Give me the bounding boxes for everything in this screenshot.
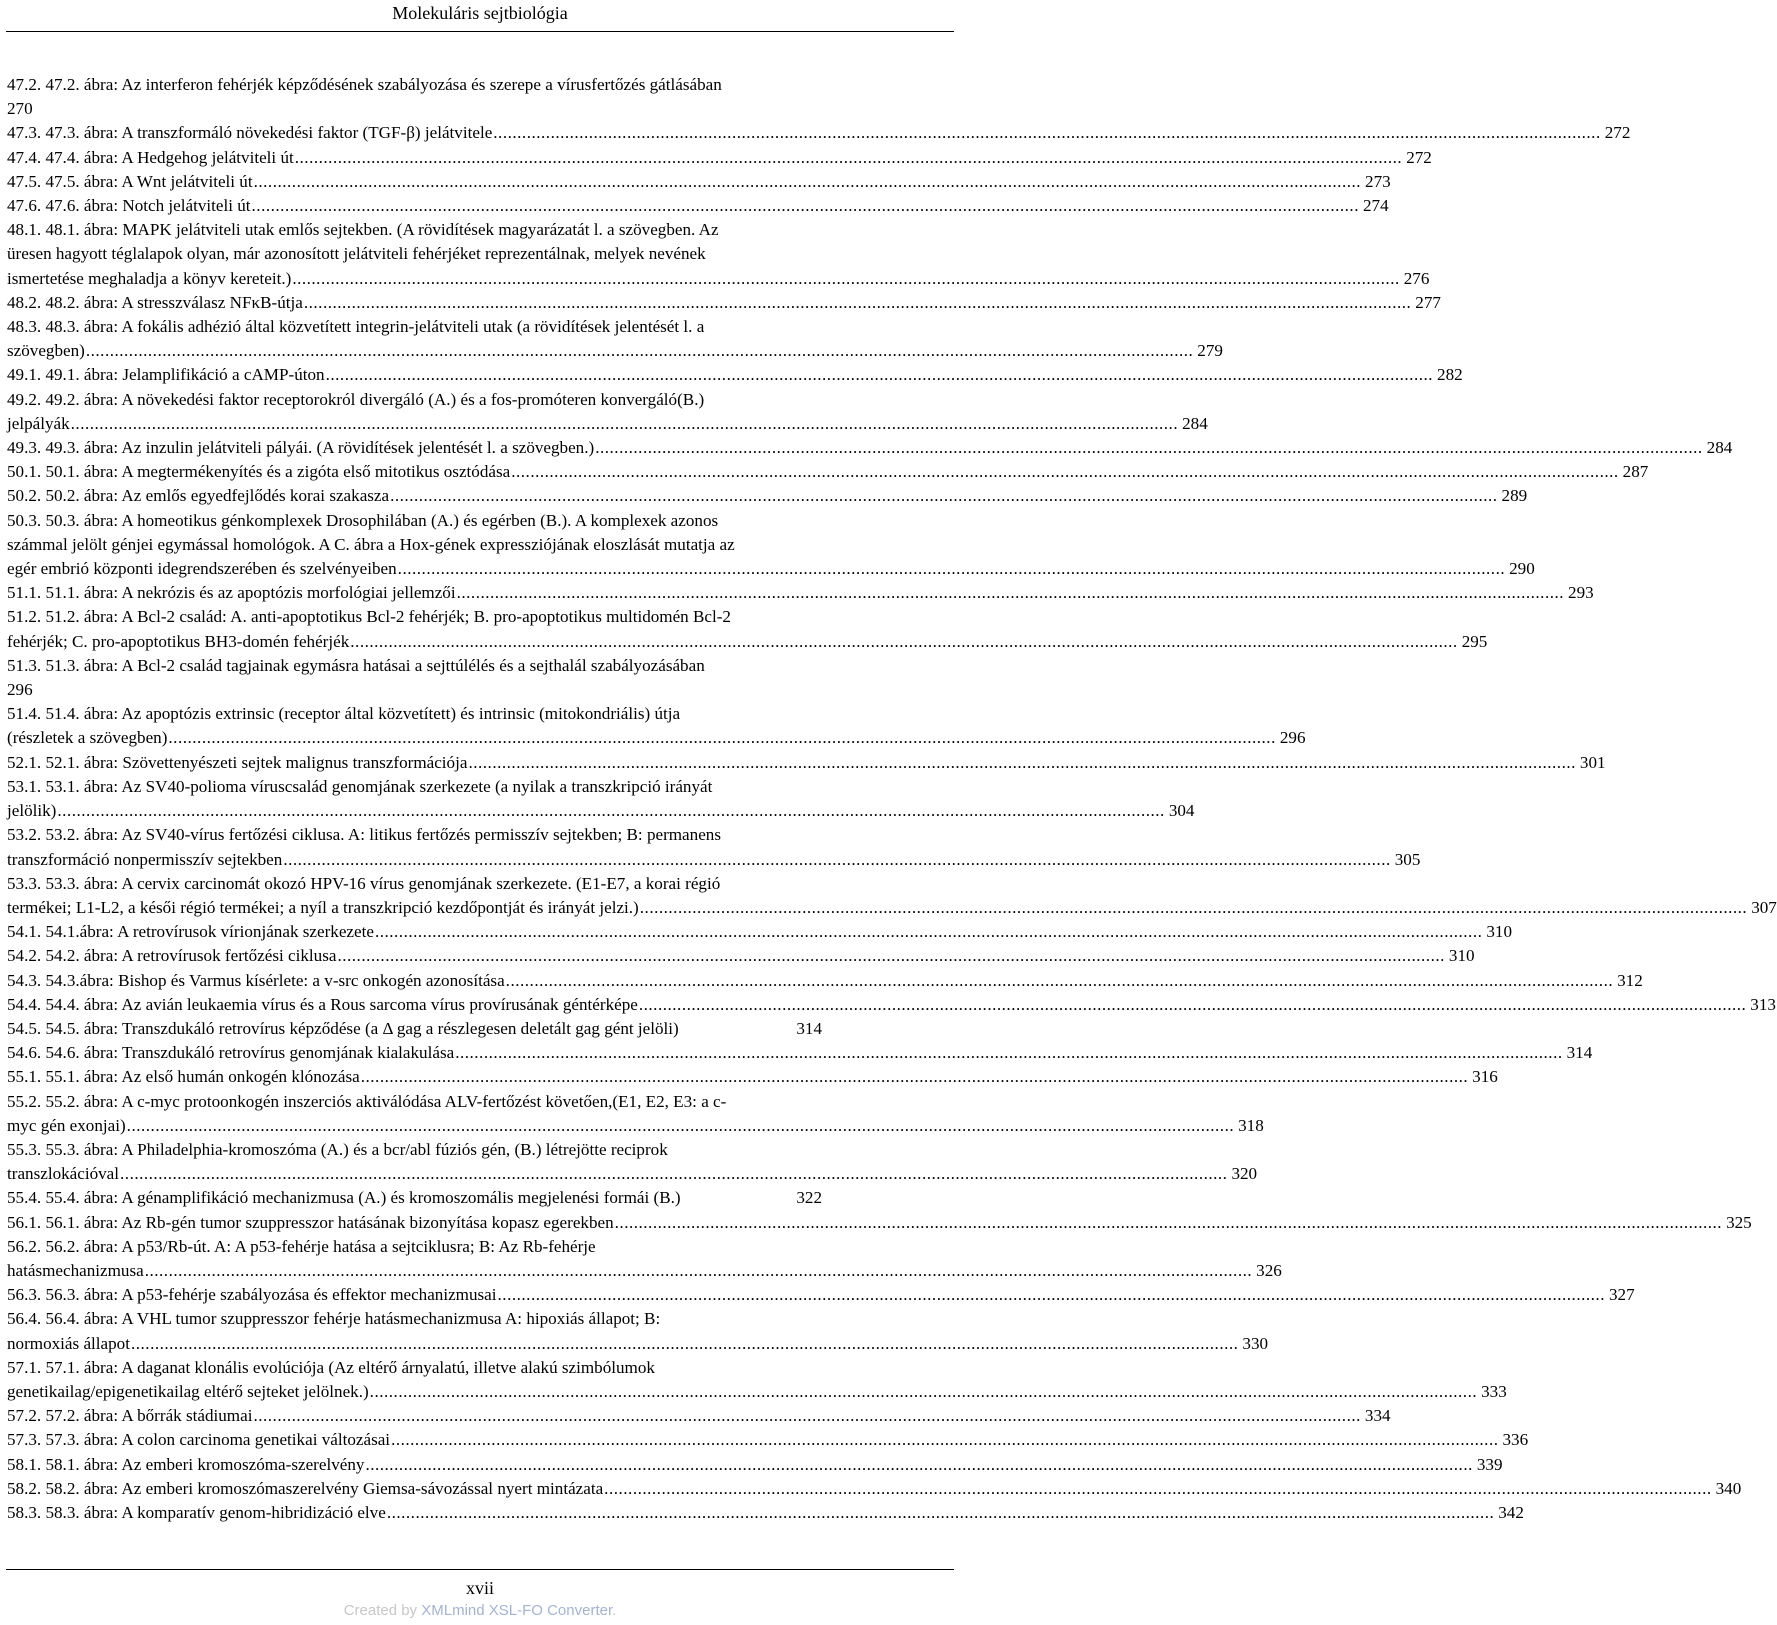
toc-entry[interactable] [7,605,1488,653]
toc-page-number: 296 [1279,728,1306,748]
toc-entry-line [7,1380,1507,1404]
toc-entry-text: 53.2. 53.2. ábra: Az SV40-vírus fertőzési ciklusa. A: litikus fertőzés permisszív sejtekben; B: permanens [7,825,721,845]
toc-entry-text: normoxiás állapot [7,1333,130,1353]
toc-entry-text: 50.3. 50.3. ábra: A homeotikus génkomplexek Drosophilában (A.) és egérben (B.). A komplexek azonos [7,510,719,530]
toc-entry-line [7,121,1631,145]
toc-entry[interactable] [7,509,1535,582]
toc-entry-line [7,557,1535,581]
converter-credit [0,1601,960,1621]
toc-entry-line [7,1186,822,1210]
toc-entry[interactable] [7,73,822,121]
toc-entry-line [7,1453,1503,1477]
dot-leader [144,1259,1252,1283]
toc-entry-text: 53.3. 53.3. ábra: A cervix carcinomát okozó HPV-16 vírus genomjának szerkezete. (E1-E7, a korai régió [7,873,721,893]
toc-entry-text: 55.3. 55.3. ábra: A Philadelphia-kromoszóma (A.) és a bcr/abl fúziós gén, (B.) létrejötte reciprok [7,1139,668,1159]
toc-entry-text: 56.1. 56.1. ábra: Az Rb-gén tumor szuppresszor hatásának bizonyítása kopasz egerekben [7,1212,614,1232]
toc-page-number: 322 [796,1188,822,1208]
toc-entry[interactable] [7,1138,1258,1186]
toc-entry-text: 54.4. 54.4. ábra: Az avián leukaemia vírus és a Rous sarcoma vírus provírusának géntérképe [7,994,638,1014]
toc-entry[interactable] [7,775,1195,823]
toc-page-number: 342 [1498,1502,1524,1522]
toc-entry-line [7,436,1733,460]
toc-entry[interactable] [7,920,1513,944]
credit-prefix: Created by [343,1602,422,1619]
toc-entry[interactable] [7,146,1432,170]
toc-page-number: 273 [1365,171,1391,191]
toc-entry-line [7,944,1475,968]
toc-entry-line [7,1065,1498,1089]
dot-leader [510,460,1618,484]
toc-entry[interactable] [7,436,1733,460]
toc-entry-text: 54.6. 54.6. ábra: Transzdukáló retrovírus genomjának kialakulása [7,1043,455,1063]
dot-leader [119,1162,1227,1186]
toc-page-number: 277 [1415,292,1441,312]
toc-entry-line [7,412,1208,436]
dot-leader [126,1114,1234,1138]
toc-entry-text: termékei; L1-L2, a késői régió termékei; a nyíl a transzkripció kezdőpontját és irányát jelzi.) [7,897,639,917]
toc-entry-text: üresen hagyott téglalapok olyan, már azonosított jelátviteli fehérjéket reprezentálnak, melyek nevének [7,244,706,264]
toc-entry[interactable] [7,1404,1391,1428]
toc-page-number: 304 [1168,801,1195,821]
dot-leader [614,1211,1722,1235]
dot-leader [386,1501,1494,1525]
toc-entry-text: (részletek a szövegben) [7,728,168,748]
toc-entry-text: fehérjék; C. pro-apoptotikus BH3-domén fehérjék [7,631,350,651]
toc-entry-line [7,799,1195,823]
toc-entry-line [7,726,1306,750]
toc-entry-line [7,896,1777,920]
toc-page-number: 272 [1406,147,1432,167]
toc-entry-text: 58.2. 58.2. ábra: Az emberi kromoszómaszerelvény Giemsa-sávozással nyert mintázata [7,1478,604,1498]
toc-entry-line [7,484,1528,508]
toc-entry-text: myc gén exonjai) [7,1115,126,1135]
toc-entry[interactable] [7,702,1306,750]
dot-leader [291,267,1399,291]
toc-entry-text: transzlokációval [7,1164,120,1184]
toc-entry[interactable] [7,1211,1752,1235]
toc-entry-text: egér embrió központi idegrendszerében és szelvényeiben [7,559,397,579]
dot-leader [454,1041,1562,1065]
toc-entry[interactable] [7,993,1776,1017]
dot-leader [505,969,1613,993]
toc-page-number: 296 [7,680,33,700]
toc-entry-line [7,170,1391,194]
toc-entry-text: 56.4. 56.4. ábra: A VHL tumor szuppresszor fehérje hatásmechanizmusa A: hipoxiás állapot; B: [7,1309,661,1329]
toc-entry-line [7,363,1463,387]
toc-entry-text: 49.2. 49.2. ábra: A növekedési faktor receptorokról divergáló (A.) és a fos-promóteren konvergáló(B.) [7,389,705,409]
toc-entry-line [7,1428,1529,1452]
toc-page-number: 284 [1182,413,1208,433]
toc-entry[interactable] [7,1356,1507,1404]
dot-leader [167,726,1275,750]
toc-entry-text: számmal jelölt génjei egymással homológok. A C. ábra a Hox-gének expressziójának eloszlását mutatja az [7,534,735,554]
toc-entry[interactable] [7,1453,1503,1477]
toc-entry[interactable] [7,1041,1593,1065]
toc-entry-text: 47.2. 47.2. ábra: Az interferon fehérjék képződésének szabályozása és szerepe a vírusfertőzés gátlásában [7,75,722,94]
toc-entry[interactable] [7,654,822,702]
toc-entry-text: 57.2. 57.2. ábra: A bőrrák stádiumai [7,1406,253,1426]
toc-entry-line [7,1211,1752,1235]
toc-entry-text: 51.1. 51.1. ábra: A nekrózis és az apoptózis morfológiai jellemzői [7,583,456,603]
toc-entry-text: 54.1. 54.1.ábra: A retrovírusok vírionjának szerkezete [7,922,374,942]
toc-entry-text: 52.1. 52.1. ábra: Szövettenyészeti sejtek malignus transzformációja [7,752,468,772]
toc-entry[interactable] [7,1477,1742,1501]
toc-entry[interactable] [7,484,1528,508]
table-of-figures [7,73,1777,1525]
toc-page-number: 325 [1726,1212,1752,1232]
toc-entry[interactable] [7,1017,822,1041]
toc-entry-text: 58.1. 58.1. ábra: Az emberi kromoszóma-szerelvény [7,1454,365,1474]
dot-leader [252,1404,1360,1428]
dot-leader [374,920,1482,944]
toc-page-number: 336 [1502,1430,1529,1450]
toc-page-number: 305 [1394,849,1421,869]
toc-entry-line [7,581,1594,605]
toc-entry-text: 47.6. 47.6. ábra: Notch jelátviteli út [7,196,251,216]
toc-page-number: 310 [1448,946,1475,966]
toc-entry[interactable] [7,121,1631,145]
toc-page-number: 326 [1256,1260,1282,1280]
toc-entry[interactable] [7,1307,1269,1355]
dot-leader [56,799,1164,823]
toc-entry-text: 57.3. 57.3. ábra: A colon carcinoma genetikai változásai [7,1430,391,1450]
toc-entry[interactable] [7,1090,1264,1138]
toc-entry[interactable] [7,944,1475,968]
toc-entry-line [7,339,1223,363]
toc-entry[interactable] [7,751,1606,775]
toc-entry[interactable] [7,194,1389,218]
toc-entry[interactable] [7,1065,1498,1089]
dot-leader [467,751,1575,775]
toc-entry[interactable] [7,1283,1635,1307]
toc-entry-text: 49.3. 49.3. ábra: Az inzulin jelátviteli pályái. (A rövidítések jelentését l. a szövegben.) [7,438,595,458]
dot-leader [492,121,1600,145]
toc-entry[interactable] [7,872,1777,920]
toc-entry-text: transzformáció nonpermisszív sejtekben [7,849,283,869]
toc-page-number: 339 [1476,1454,1503,1474]
toc-entry[interactable] [7,170,1391,194]
dot-leader [603,1477,1711,1501]
dot-leader [497,1283,1605,1307]
toc-page-number: 270 [7,99,33,119]
toc-entry-line [7,194,1389,218]
toc-page-number: 272 [1604,123,1631,143]
toc-entry-line [7,1332,1269,1356]
toc-entry-line [7,1283,1635,1307]
toc-entry-text: 58.3. 58.3. ábra: A komparatív genom-hibridizáció elve [7,1502,386,1522]
dot-leader [336,944,1444,968]
toc-page-number: 312 [1617,970,1643,990]
dot-leader [282,848,1390,872]
dot-leader [369,1380,1477,1404]
footer-rule [6,1569,954,1570]
toc-page-number: 316 [1472,1067,1498,1087]
toc-entry-text: 54.2. 54.2. ábra: A retrovírusok fertőzési ciklusa [7,946,337,966]
toc-entry-text: 54.5. 54.5. ábra: Transzdukáló retrovírus képződése (a Δ gag a részlegesen deletált gag gént jelöli) [7,1018,679,1038]
toc-page-number: 320 [1231,1164,1258,1184]
header-rule [6,31,954,32]
dot-leader [130,1332,1238,1356]
toc-page-number: 282 [1437,365,1463,385]
dot-leader [349,630,1457,654]
toc-entry-text: szövegben) [7,341,85,361]
toc-entry-line [7,969,1643,993]
dot-leader [325,363,1433,387]
dot-leader [70,412,1178,436]
toc-page-number: 340 [1715,1478,1742,1498]
toc-page-number: 327 [1608,1285,1635,1305]
toc-entry-text: jelpályák [7,413,70,433]
toc-entry[interactable] [7,1186,822,1210]
toc-entry-line [7,1501,1524,1525]
toc-entry-line [7,460,1649,484]
dot-leader [294,146,1402,170]
toc-entry-text: genetikailag/epigenetikailag eltérő sejteket jelölnek.) [7,1381,369,1401]
toc-entry[interactable] [7,218,1430,291]
dot-leader [360,1065,1468,1089]
toc-entry-line [7,291,1441,315]
dot-leader [85,339,1193,363]
toc-entry[interactable] [7,363,1463,387]
credit-brand: XMLmind XSL-FO Converter [421,1602,613,1619]
toc-entry-text: 47.4. 47.4. ábra: A Hedgehog jelátviteli út [7,147,294,167]
toc-entry-line [7,993,1776,1017]
toc-page-number: 279 [1197,341,1223,361]
dot-leader [639,896,1747,920]
toc-entry-text: 56.2. 56.2. ábra: A p53/Rb-út. A: A p53-fehérje hatása a sejtciklusra; B: Az Rb-fehérje [7,1236,596,1256]
toc-entry-line [7,1017,822,1041]
dot-leader [397,557,1505,581]
toc-page-number: 290 [1509,559,1535,579]
dot-leader [638,993,1746,1017]
toc-page-number: 274 [1362,196,1389,216]
toc-entry[interactable] [7,388,1208,436]
toc-entry-text: 55.2. 55.2. ábra: A c-myc protoonkogén inszerciós aktiválódása ALV-fertőzést követően,(E1, E2, E3: a c- [7,1091,727,1111]
toc-entry-line [7,1259,1282,1283]
toc-page-number: 333 [1481,1381,1507,1401]
toc-entry-text: 55.1. 55.1. ábra: Az első humán onkogén klónozása [7,1067,360,1087]
toc-entry[interactable] [7,315,1223,363]
toc-entry-text: 53.1. 53.1. ábra: Az SV40-polioma víruscsalád genomjának szerkezete (a nyilak a transzkripció irányát [7,776,713,796]
toc-page-number: 310 [1486,922,1513,942]
toc-page-number: 301 [1579,752,1606,772]
toc-entry-text: 51.3. 51.3. ábra: A Bcl-2 család tagjainak egymásra hatásai a sejttúlélés és a sejthalál szabályozásában [7,655,705,675]
toc-entry-text: 50.1. 50.1. ábra: A megtermékenyítés és a zigóta első mitotikus osztódása [7,462,511,482]
toc-entry-text: 51.2. 51.2. ábra: A Bcl-2 család: A. anti-apoptotikus Bcl-2 fehérjék; B. pro-apoptotikus multidomén Bcl-2 [7,607,731,627]
toc-entry[interactable] [7,291,1441,315]
page-number: xvii [465,1578,494,1598]
toc-entry-line [7,751,1606,775]
toc-entry-line [7,1404,1391,1428]
dot-leader [364,1453,1472,1477]
toc-entry[interactable] [7,823,1421,871]
toc-entry[interactable] [7,581,1594,605]
dot-leader [456,581,1564,605]
toc-page-number: 313 [1750,994,1776,1014]
toc-entry-text: 47.5. 47.5. ábra: A Wnt jelátviteli út [7,171,253,191]
toc-entry-text: 48.3. 48.3. ábra: A fokális adhézió által közvetített integrin-jelátviteli utak (a rövidítések jelentését l. a [7,317,705,337]
toc-entry-text: 49.1. 49.1. ábra: Jelamplifikáció a cAMP-úton [7,365,325,385]
toc-entry-text: 57.1. 57.1. ábra: A daganat klonális evolúciója (Az eltérő árnyalatú, illetve alakú szimbólumok [7,1357,655,1377]
toc-page-number: 314 [796,1018,822,1038]
toc-page-number: 284 [1706,438,1733,458]
toc-entry-line [7,630,1488,654]
toc-page-number: 330 [1242,1333,1269,1353]
toc-entry-text: hatásmechanizmusa [7,1260,144,1280]
toc-entry-text: 50.2. 50.2. ábra: Az emlős egyedfejlődés korai szakasza [7,486,390,506]
toc-page-number: 334 [1364,1406,1391,1426]
toc-entry[interactable] [7,969,1643,993]
toc-page-number: 318 [1238,1115,1264,1135]
dot-leader [253,170,1361,194]
dot-leader [389,484,1497,508]
toc-page-number: 276 [1403,268,1430,288]
toc-entry-line [7,848,1421,872]
toc-page-number: 314 [1566,1043,1593,1063]
toc-entry[interactable] [7,1235,1282,1283]
credit-suffix: . [612,1602,617,1619]
toc-entry[interactable] [7,1501,1524,1525]
dot-leader [251,194,1359,218]
dot-leader [594,436,1702,460]
toc-page-number: 287 [1622,462,1649,482]
toc-page-number: 307 [1751,897,1777,917]
toc-entry-line [7,146,1432,170]
toc-entry-line [7,1477,1742,1501]
toc-entry-line [7,1162,1258,1186]
toc-entry-line [7,267,1430,291]
toc-entry[interactable] [7,1428,1529,1452]
toc-page-number: 289 [1501,486,1528,506]
toc-entry-line [7,1114,1264,1138]
toc-page-number: 293 [1568,583,1594,603]
toc-entry-text: 55.4. 55.4. ábra: A génamplifikáció mechanizmusa (A.) és kromoszomális megjelenési formái (B.) [7,1188,681,1208]
running-header: Molekuláris sejtbiológia [392,3,568,23]
toc-entry-text: 47.3. 47.3. ábra: A transzformáló növekedési faktor (TGF-β) jelátvitele [7,123,493,143]
toc-entry-line [7,1041,1593,1065]
dot-leader [390,1428,1498,1452]
toc-entry-text: 48.2. 48.2. ábra: A stresszválasz NFκB-útja [7,292,303,312]
toc-entry-text: jelölik) [7,801,57,821]
toc-entry-text: 48.1. 48.1. ábra: MAPK jelátviteli utak emlős sejtekben. (A rövidítések magyarázatát l. a szövegben. Az [7,220,719,240]
dot-leader [303,291,1411,315]
toc-entry-text: 51.4. 51.4. ábra: Az apoptózis extrinsic (receptor által közvetített) és intrinsic (mitokondriális) útja [7,704,681,724]
toc-entry[interactable] [7,460,1649,484]
toc-entry-text: ismertetése meghaladja a könyv kereteit.) [7,268,292,288]
toc-entry-text: 54.3. 54.3.ábra: Bishop és Varmus kísérlete: a v-src onkogén azonosítása [7,970,505,990]
toc-entry-line [7,920,1513,944]
toc-entry-text: 56.3. 56.3. ábra: A p53-fehérje szabályozása és effektor mechanizmusai [7,1285,497,1305]
toc-page-number: 295 [1461,631,1488,651]
